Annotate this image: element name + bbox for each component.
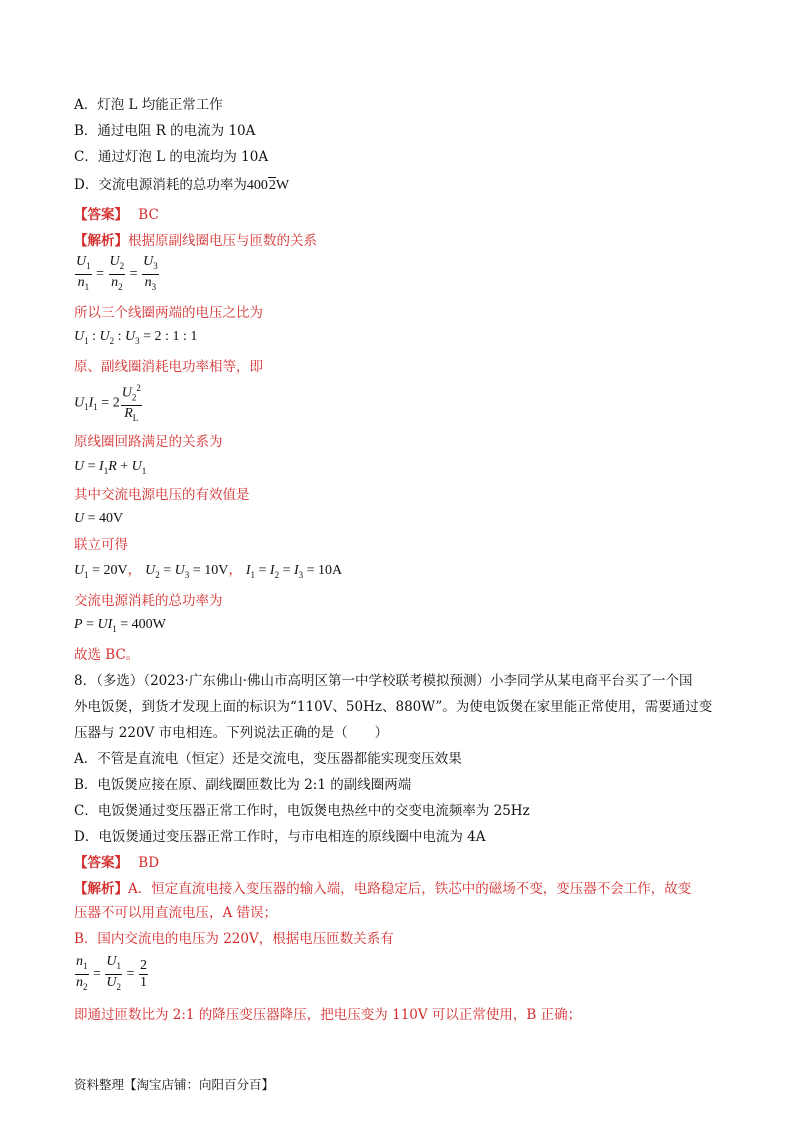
q8-stem-line3: 压器与 220V 市电相连。下列说法正确的是（ ） — [74, 725, 389, 741]
q7-text4: 其中交流电源电压的有效值是 — [74, 487, 250, 503]
q7-option-d-text: D．交流电源消耗的总功率为 — [74, 177, 247, 193]
eq-total-power: $P = UI_1 = 400W$ — [74, 617, 166, 634]
q8-option-b: B．电饭煲应接在原、副线圈匝数比为 2:1 的副线圈两端 — [74, 777, 412, 793]
q7-option-b: B．通过电阻 R 的电流为 10A — [74, 123, 256, 139]
eq-u: U = 40V — [74, 511, 124, 526]
q8-stem-line2: 外电饭煲，到货才发现上面的标识为“110V、50Hz、880W”。为使电饭煲在家里能正常使用，需要通过变 — [74, 699, 713, 715]
q7-option-a: A．灯泡 L 均能正常工作 — [74, 97, 223, 113]
analysis-text: A．恒定直流电接入变压器的输入端，电路稳定后，铁芯中的磁场不变，变压器不会工作，故变 — [128, 881, 692, 897]
q7-text1: 所以三个线圈两端的电压之比为 — [74, 305, 263, 321]
q7-text6: 交流电源消耗的总功率为 — [74, 593, 223, 609]
q7-option-d — [74, 176, 289, 195]
q8-analysis-line3: B．国内交流电的电压为 220V，根据电压匝数关系有 — [74, 931, 394, 947]
eq-voltage-turns: $\frac{U_1}{n_1}$ = $\frac{U_2}{n_2}$ = $\frac{U_3}{n_3}$ — [76, 254, 158, 292]
answer-label: 【答案】 — [74, 207, 128, 223]
eq-loop: $U = I_1R + U_1$ — [74, 459, 147, 476]
answer-value: BD — [138, 855, 160, 871]
footer-source: 资料整理【淘宝店铺：向阳百分百】 — [74, 1077, 275, 1092]
q7-option-d-value: 4002W — [246, 178, 290, 193]
analysis-label: 【解析】 — [74, 233, 128, 249]
q8-analysis-line4: 即通过匝数比为 2:1 的降压变压器降压，把电压变为 110V 可以正常使用，B 正确； — [74, 1007, 582, 1023]
q7-analysis-intro — [74, 232, 317, 250]
q7-option-c: C．通过灯泡 L 的电流均为 10A — [74, 149, 269, 165]
q8-option-d: D．电饭煲通过变压器正常工作时，与市电相连的原线圈中电流为 4A — [74, 829, 486, 845]
analysis-intro-text: 根据原副线圈电压与匝数的关系 — [128, 233, 317, 249]
q8-analysis-line1 — [74, 880, 691, 898]
q8-option-c: C．电饭煲通过变压器正常工作时，电饭煲电热丝中的交变电流频率为 25Hz — [74, 803, 530, 819]
q8-option-a: A．不管是直流电（恒定）还是交流电，变压器都能实现变压效果 — [74, 751, 462, 767]
q7-text5: 联立可得 — [74, 537, 128, 553]
q8-stem-line1: 8．（多选）（2023·广东佛山·佛山市高明区第一中学校联考模拟预测）小李同学从某电商平台买了一个国 — [74, 673, 693, 689]
q8-analysis-line2: 压器不可以用直流电压，A 错误； — [74, 905, 278, 921]
q7-answer — [74, 206, 159, 224]
q7-text3: 原线圈回路满足的关系为 — [74, 434, 223, 450]
eq-results: $U_1 = 20V$， $U_2 = U_3 = 10V$， $I_1 = I_2 = I_3 = 10A$ — [74, 563, 343, 580]
eq-power: $U_1I_1 = 2$ $\frac{U_2^2}{R_L}$ — [74, 380, 143, 426]
eq-ratio: $U_1$ : $U_2$ : $U_3 = 2$ : 1 : 1 — [74, 329, 198, 346]
answer-label: 【答案】 — [74, 855, 128, 871]
q7-text2: 原、副线圈消耗电功率相等，即 — [74, 359, 263, 375]
q8-answer — [74, 854, 159, 872]
answer-value: BC — [138, 207, 159, 223]
eq-turns-ratio: $\frac{n_1}{n_2}$ = $\frac{U_1}{U_2}$ = $\frac{2}{1}$ — [76, 954, 147, 992]
analysis-label: 【解析】 — [74, 881, 128, 897]
q7-conclusion: 故选 BC。 — [74, 647, 140, 663]
